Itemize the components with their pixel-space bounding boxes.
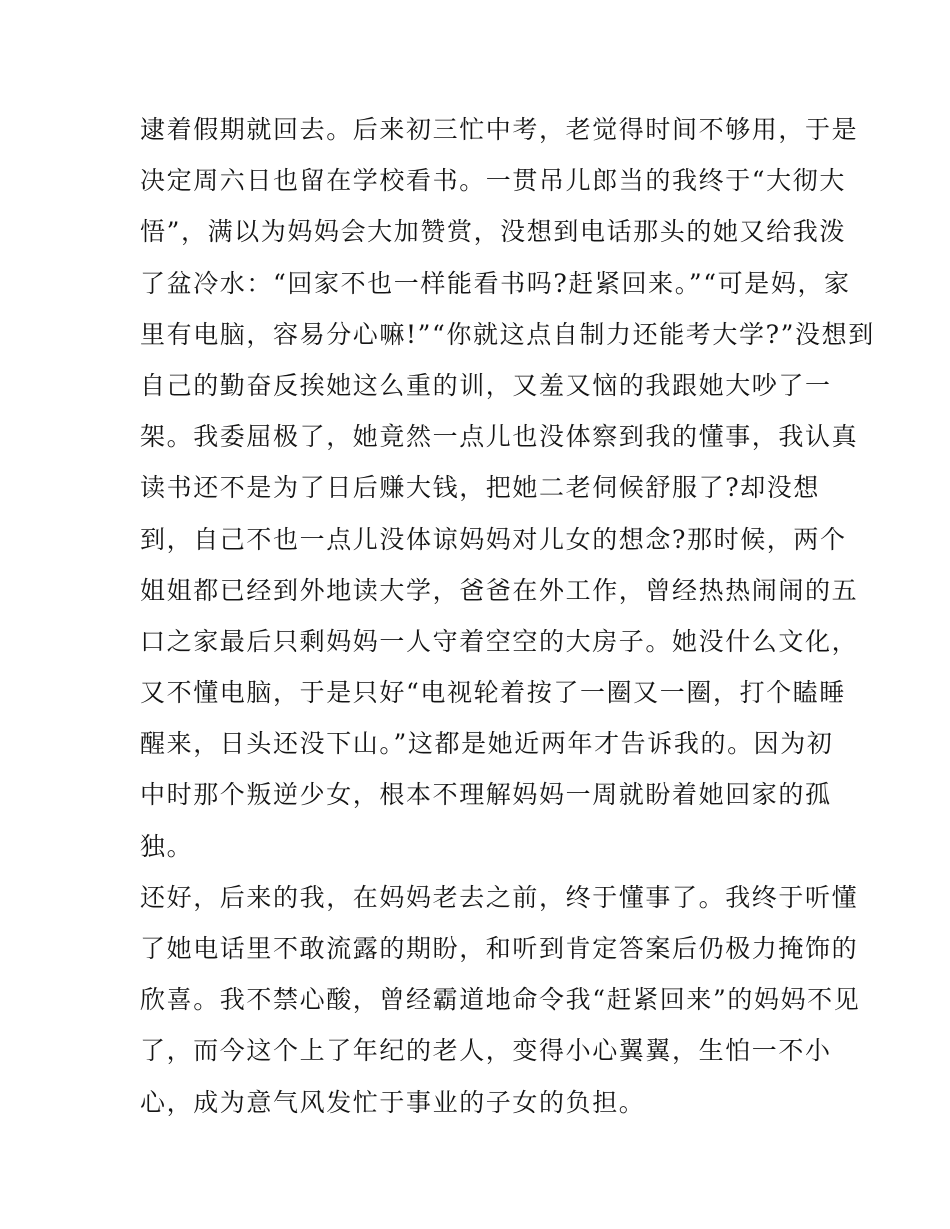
text-line-7: 架。我委屈极了，她竟然一点儿也没体察到我的懂事，我认真 <box>140 422 859 452</box>
body-text <box>140 104 875 1128</box>
text-line-19: 了，而今这个上了年纪的老人，变得小心翼翼，生怕一不小 <box>140 1036 832 1066</box>
text-line-2: 决定周六日也留在学校看书。一贯吊儿郎当的我终于“大彻大 <box>140 166 846 196</box>
text-line-1: 逮着假期就回去。后来初三忙中考，老觉得时间不够用，于是 <box>140 115 859 144</box>
text-line-3: 悟”，满以为妈妈会大加赞赏，没想到电话那头的她又给我泼 <box>140 217 846 247</box>
text-line-12: 又不懂电脑，于是只好“电视轮着按了一圈又一圈，打个瞌睡 <box>140 678 846 708</box>
text-line-20: 心，成为意气风发忙于事业的子女的负担。 <box>140 1087 646 1117</box>
text-line-9: 到，自己不也一点儿没体谅妈妈对儿女的想念?那时候，两个 <box>140 524 847 554</box>
text-line-4: 了盆冷水：“回家不也一样能看书吗?赶紧回来。”“可是妈，家 <box>140 268 851 298</box>
text-line-5: 里有电脑，容易分心嘛!”“你就这点自制力还能考大学?”没想到 <box>140 319 875 349</box>
text-line-14: 中时那个叛逆少女，根本不理解妈妈一周就盼着她回家的孤 <box>140 780 832 810</box>
text-line-6: 自己的勤奋反挨她这么重的训，又羞又恼的我跟她大吵了一 <box>140 370 832 400</box>
text-line-18: 欣喜。我不禁心酸，曾经霸道地命令我“赶紧回来”的妈妈不见 <box>140 985 861 1015</box>
text-line-17: 了她电话里不敢流露的期盼，和听到肯定答案后仍极力掩饰的 <box>140 934 859 963</box>
text-line-11: 口之家最后只剩妈妈一人守着空空的大房子。她没什么文化， <box>140 626 859 656</box>
text-line-16: 还好，后来的我，在妈妈老去之前，终于懂事了。我终于听懂 <box>140 882 859 912</box>
text-line-13: 醒来，日头还没下山。”这都是她近两年才告诉我的。因为初 <box>140 729 834 759</box>
text-line-15: 独。 <box>140 831 194 861</box>
text-line-8: 读书还不是为了日后赚大钱，把她二老伺候舒服了?却没想 <box>140 473 821 503</box>
text-line-10: 姐姐都已经到外地读大学，爸爸在外工作，曾经热热闹闹的五 <box>140 575 859 605</box>
